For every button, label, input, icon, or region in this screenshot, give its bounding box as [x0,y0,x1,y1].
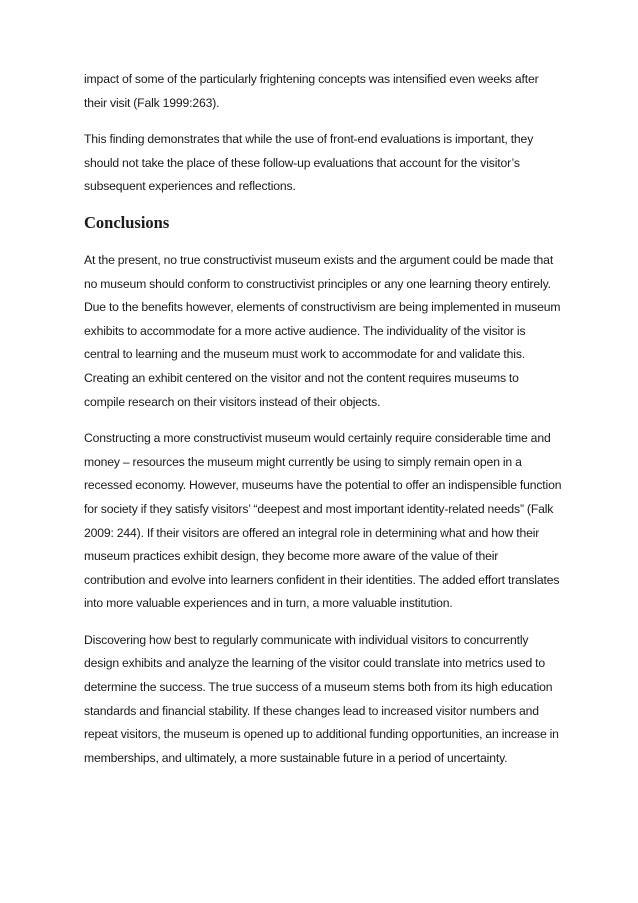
paragraph-continuation: impact of some of the particularly frightening concepts was intensified even weeks after their visit (Falk 1999:263). [84,72,539,110]
document-body [84,68,562,770]
paragraph-finding: This finding demonstrates that while the use of front-end evaluations is important, they should not take the place of these follow-up evaluations that account for the visitor’s subsequent experiences and reflections. [84,132,534,194]
paragraph-constructivist-museum: At the present, no true constructivist museum exists and the argument could be made that no museum should conform to constructivist principles or any one learning theory entirely. Due to the benefits however, elements of constructivism are being implemented in museum exhibits to accommodate for a more active audience. The individuality of the visitor is central to learning and the museum must work to accommodate for and validate this. Creating an exhibit centered on the visitor and not the content requires museums to compile research on their visitors instead of their objects. [84,252,561,409]
paragraph-constructing-museum: Constructing a more constructivist museum would certainly require considerable time and money – resources the museum might currently be using to simply remain open in a recessed economy. However, museums have the potential to offer an indispensible function for society if they satisfy visitors’ “deepest and most important identity-related needs” (Falk 2009: 244). If their visitors are offered an integral role in determining what and how their museum practices exhibit design, they become more aware of the value of their contribution and evolve into learners confident in their identities. The added effort translates into more valuable experiences and in turn, a more valuable institution. [84,431,562,611]
section-heading-conclusions: Conclusions [84,212,170,232]
paragraph-discovering: Discovering how best to regularly communicate with individual visitors to concurrently design exhibits and analyze the learning of the visitor could translate into metrics used to determine the success. The true success of a museum stems both from its high education standards and financial stability. If these changes lead to increased visitor numbers and repeat visitors, the museum is opened up to additional funding opportunities, an increase in memberships, and ultimately, a more sustainable future in a period of uncertainty. [84,632,559,765]
